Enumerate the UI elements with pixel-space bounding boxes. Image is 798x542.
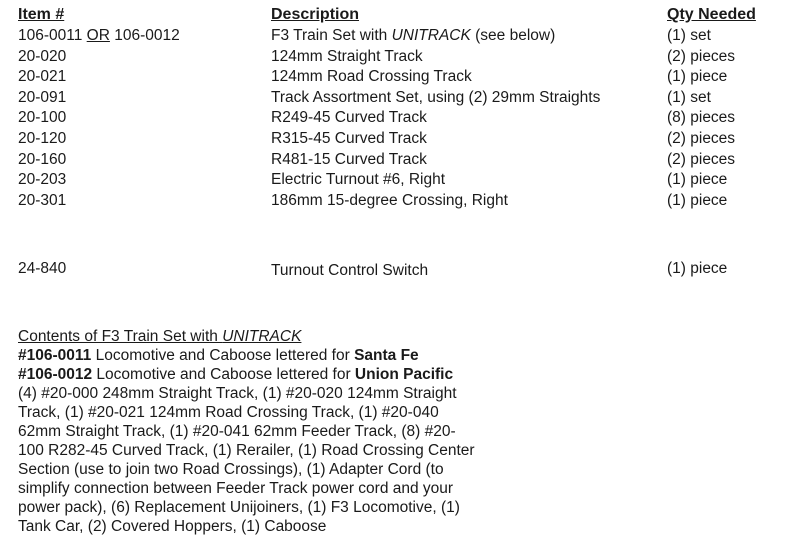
item-number: 24-840: [18, 260, 67, 277]
item-description: Track Assortment Set, using (2) 29mm Straights: [271, 88, 601, 106]
item-qty: (1) piece: [667, 68, 728, 86]
item-number: 20-203: [18, 171, 67, 189]
item-qty: (1) set: [667, 88, 711, 106]
item-number: 20-100: [18, 109, 67, 127]
item-number: 106-0011 OR 106-0012: [18, 27, 180, 44]
item-qty: (1) piece: [667, 191, 728, 209]
contents-body-line: Tank Car, (2) Covered Hoppers, (1) Caboose: [18, 518, 327, 535]
header-qty-needed: Qty Needed: [667, 6, 756, 23]
item-qty: (8) pieces: [667, 109, 736, 127]
item-qty: (2) pieces: [667, 150, 736, 168]
item-qty: (2) pieces: [667, 47, 736, 65]
item-number: 20-020: [18, 47, 67, 65]
contents-body-line: (4) #20-000 248mm Straight Track, (1) #20-020 124mm Straight: [18, 385, 457, 402]
table-row: [0, 191, 798, 212]
table-row: [0, 26, 798, 47]
contents-body-line: Track, (1) #20-021 124mm Road Crossing Track, (1) #20-040: [18, 404, 439, 421]
contents-line-santa-fe: #106-0011 Locomotive and Caboose lettered for Santa Fe: [18, 347, 419, 364]
item-description: F3 Train Set with UNITRACK (see below): [271, 27, 556, 44]
item-qty: (2) pieces: [667, 129, 736, 147]
item-description: 124mm Road Crossing Track: [271, 68, 472, 86]
table-row: [0, 88, 798, 109]
item-description: 124mm Straight Track: [271, 47, 423, 65]
item-qty: (1) piece: [667, 260, 728, 277]
item-description: 186mm 15-degree Crossing, Right: [271, 191, 508, 209]
table-row: [0, 150, 798, 171]
contents-body-line: simplify connection between Feeder Track power cord and your: [18, 480, 454, 497]
item-number: 20-091: [18, 88, 67, 106]
contents-body-line: power pack), (6) Replacement Unijoiners, (1) F3 Locomotive, (1): [18, 499, 460, 516]
train-set-contents: [18, 327, 478, 536]
item-qty: (1) set: [667, 27, 711, 44]
table-row-turnout-switch: [0, 259, 798, 279]
table-row: [0, 129, 798, 150]
item-number: 20-160: [18, 150, 67, 168]
contents-line-union-pacific: #106-0012 Locomotive and Caboose lettered for Union Pacific: [18, 366, 454, 383]
header-description: Description: [271, 6, 360, 23]
header-item: Item #: [18, 6, 65, 23]
item-description: Electric Turnout #6, Right: [271, 171, 446, 189]
item-qty: (1) piece: [667, 171, 728, 189]
contents-body-line: Section (use to join two Road Crossings), (1) Adapter Cord (to: [18, 461, 444, 478]
item-number: 20-301: [18, 191, 67, 209]
item-description: R481-15 Curved Track: [271, 150, 427, 168]
contents-body-line: 100 R282-45 Curved Track, (1) Rerailer, (1) Road Crossing Center: [18, 442, 475, 459]
contents-body-line: 62mm Straight Track, (1) #20-041 62mm Feeder Track, (8) #20-: [18, 423, 456, 440]
table-row: [0, 170, 798, 191]
parts-table: [0, 26, 798, 211]
item-number: 20-021: [18, 68, 67, 86]
contents-title: Contents of F3 Train Set with UNITRACK: [18, 328, 302, 345]
table-row: [0, 67, 798, 88]
table-row: [0, 108, 798, 129]
table-row: [0, 47, 798, 68]
item-description: Turnout Control Switch: [271, 262, 429, 279]
item-description: R249-45 Curved Track: [271, 109, 427, 127]
item-description: R315-45 Curved Track: [271, 129, 427, 147]
item-number: 20-120: [18, 129, 67, 147]
